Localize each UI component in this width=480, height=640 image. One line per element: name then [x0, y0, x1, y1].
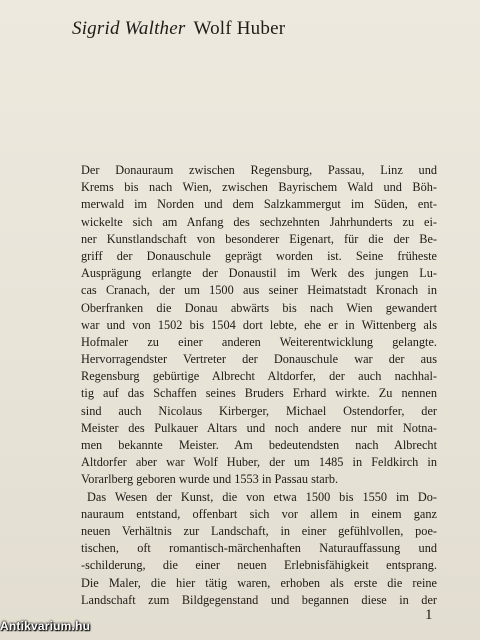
page-header	[72, 18, 285, 40]
paragraph	[81, 162, 437, 489]
text-line: Vorarlberg geboren wurde und 1553 in Passau starb.	[81, 472, 339, 487]
page-number: 1	[425, 607, 433, 623]
text-line: Landschaft zum Bildgegenstand und begannen diese in der	[81, 592, 437, 607]
chapter-title: Wolf Huber	[193, 18, 286, 39]
body-text	[81, 162, 437, 609]
text-line: ner Kunstlandschaft von besonderer Eigenart, für die der Be-	[81, 231, 437, 246]
text-line: -schilderung, die einer neuen Erlebnisfähigkeit entsprang.	[81, 558, 437, 573]
text-line: Hervorragendster Vertreter der Donauschule war der aus	[81, 352, 437, 367]
text-line: Oberfranken die Donau abwärts bis nach Wien gewandert	[81, 300, 437, 315]
watermark: Antikvarium.hu	[0, 619, 91, 633]
text-line: Altdorfer aber war Wolf Huber, der um 1485 in Feldkirch in	[81, 455, 437, 470]
text-line: merwald im Norden und dem Salzkammergut im Süden, ent-	[81, 197, 437, 212]
text-line: sind auch Nicolaus Kirberger, Michael Ostendorfer, der	[81, 403, 437, 418]
paragraph	[81, 489, 437, 609]
author-name: Sigrid Walther	[72, 18, 186, 39]
text-line: Der Donauraum zwischen Regensburg, Passau, Linz und	[81, 163, 437, 177]
text-line: men bekannte Meister. Am bedeutendsten nach Albrecht	[81, 438, 437, 452]
text-line: Regensburg gebürtige Albrecht Altdorfer, der auch nachhal-	[81, 369, 437, 384]
text-line: war und von 1502 bis 1504 dort lebte, ehe er in Wittenberg als	[81, 317, 437, 332]
text-line: tig auf das Schaffen seines Bruders Erhard wirkte. Zu nennen	[81, 386, 437, 401]
text-line: Das Wesen der Kunst, die von etwa 1500 bis 1550 im Do-	[87, 489, 437, 504]
text-line: Hofmaler zu einer anderen Weiterentwicklung gelangte.	[81, 334, 437, 349]
text-line: Die Maler, die hier tätig waren, erhoben als erste die reine	[81, 575, 437, 590]
text-line: Krems bis nach Wien, zwischen Bayrischem Wald und Böh-	[81, 180, 437, 195]
text-line: neuen Verhältnis zur Landschaft, in einer gefühlvollen, poe-	[81, 523, 437, 538]
text-line: wickelte sich am Anfang des sechzehnten Jahrhunderts zu ei-	[81, 214, 437, 229]
text-line: cas Cranach, der um 1500 aus seiner Heimatstadt Kronach in	[81, 283, 437, 298]
text-line: tischen, oft romantisch-märchenhaften Naturauffassung und	[81, 541, 437, 556]
text-line: griff der Donauschule geprägt worden ist. Seine früheste	[81, 248, 437, 263]
text-line: nauraum entstand, offenbart sich vor allem in einem ganz	[81, 506, 437, 521]
text-line: Ausprägung erlangte der Donaustil im Werk des jungen Lu-	[81, 266, 437, 281]
text-line: Meister des Pulkauer Altars und noch andere nur mit Notna-	[81, 420, 437, 435]
